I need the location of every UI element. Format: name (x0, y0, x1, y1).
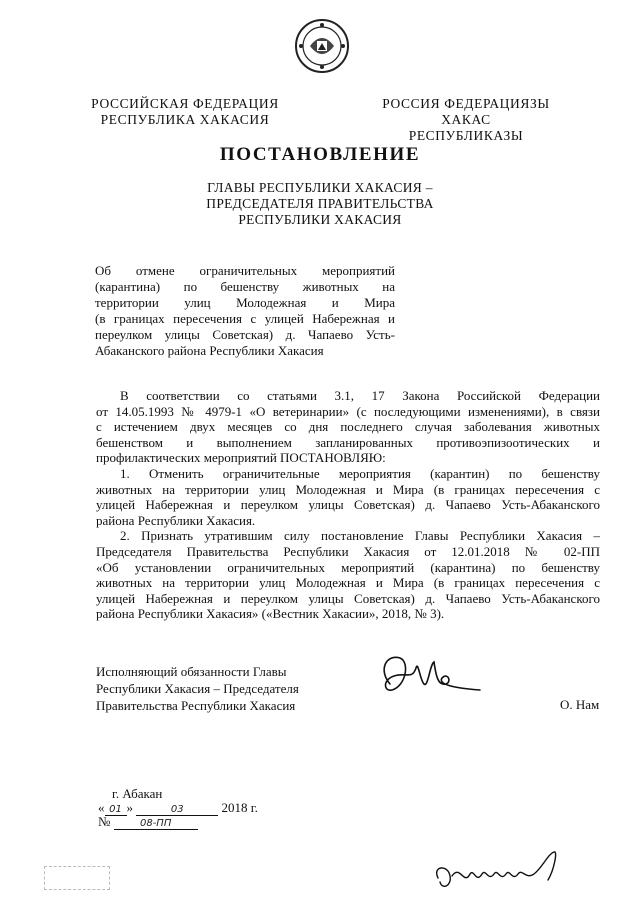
date-month: 03 (136, 804, 218, 816)
subtitle-line: ПРЕДСЕДАТЕЛЯ ПРАВИТЕЛЬСТВА (206, 196, 434, 211)
date-close-quote: » (126, 800, 133, 815)
document-title: ПОСТАНОВЛЕНИЕ (219, 144, 421, 165)
body-line: бешенством и выполнением запланированных противоэпизоотических и (96, 434, 600, 450)
subject-line: Об отмене ограничительных мероприятий (95, 263, 395, 278)
handwritten-signature (376, 650, 486, 712)
body-line: В соответствии со статьями 3.1, 17 Закона Российской Федерации (120, 388, 600, 403)
body-line: с истечением двух месяцев со дня последнего случая заболевания животных (96, 419, 600, 435)
subtitle-line: ГЛАВЫ РЕСПУБЛИКИ ХАКАСИЯ – (207, 180, 433, 195)
document-subtitle (180, 180, 460, 228)
subject-line: территории улиц Молодежная и Мира (95, 295, 395, 310)
faint-stamp (44, 866, 110, 890)
signatory-line: Правительства Республики Хакасия (96, 698, 296, 713)
body-line: района Республики Хакасия. (96, 512, 256, 528)
header-right-line: РОССИЯ ФЕДЕРАЦИЯЗЫ (382, 96, 550, 111)
coat-of-arms-seal-icon (294, 18, 350, 74)
number-label: № (98, 814, 111, 829)
subject-line: Абаканского района Республики Хакасия (95, 343, 324, 358)
body-line: 1. Отменить ограничительные мероприятия (карантин) по бешенству (120, 465, 600, 481)
header-left (90, 96, 280, 128)
subject-line: (карантина) по бешенству животных на (95, 279, 395, 294)
document-number (98, 814, 198, 830)
subject-line: переулком улицы Советская) д. Чапаево Усть- (95, 327, 395, 342)
signatory-line: Исполняющий обязанности Главы (96, 664, 287, 679)
body-line: от 14.05.1993 № 4979-1 «О ветеринарии» (с последующими изменениями), в связи (96, 403, 600, 419)
approval-signature (430, 846, 580, 896)
body-line: улицей Набережная и переулком улицы Советская) д. Чапаево Усть-Абаканского (96, 590, 600, 606)
body-line: Председателя Правительства Республики Хакасия от 12.01.2018 № 02-ПП (96, 543, 600, 559)
subject-line: (в границах пересечения с улицей Набережная и (95, 311, 395, 326)
body-line: животных на территории улиц Молодежная и Мира (в границах пересечения с (96, 481, 600, 497)
document-subject (95, 263, 395, 359)
document-body (96, 388, 600, 622)
document-place: г. Абакан (112, 786, 163, 801)
body-line: района Республики Хакасия» («Вестник Хакасии», 2018, № 3). (96, 606, 445, 622)
date-day: 01 (105, 804, 127, 816)
body-line: животных на территории улиц Молодежная и Мира (в границах пересечения с (96, 575, 600, 591)
header-right (382, 96, 550, 144)
body-line: «Об установлении ограничительных мероприятий (карантина) по бешенству (96, 559, 600, 575)
subtitle-line: РЕСПУБЛИКИ ХАКАСИЯ (238, 212, 402, 227)
signatory-line: Республики Хакасия – Председателя (96, 681, 299, 696)
date-open-quote: « (98, 800, 105, 815)
date-year: 2018 г. (221, 800, 258, 815)
number-value: 08-ПП (114, 818, 198, 830)
body-line: улицей Набережная и переулком улицы Советская) д. Чапаево Усть-Абаканского (96, 497, 600, 513)
signatory-name: О. Нам (560, 697, 600, 712)
body-line: 2. Признать утратившим силу постановление Главы Республики Хакасия – (120, 528, 600, 544)
header-left-line: РОССИЙСКАЯ ФЕДЕРАЦИЯ (91, 96, 279, 111)
body-line: профилактических мероприятий ПОСТАНОВЛЯЮ: (96, 450, 386, 466)
signatory-position (96, 663, 299, 714)
header-left-line: РЕСПУБЛИКА ХАКАСИЯ (100, 112, 270, 127)
header-right-line: ХАКАС РЕСПУБЛИКАЗЫ (408, 112, 524, 143)
